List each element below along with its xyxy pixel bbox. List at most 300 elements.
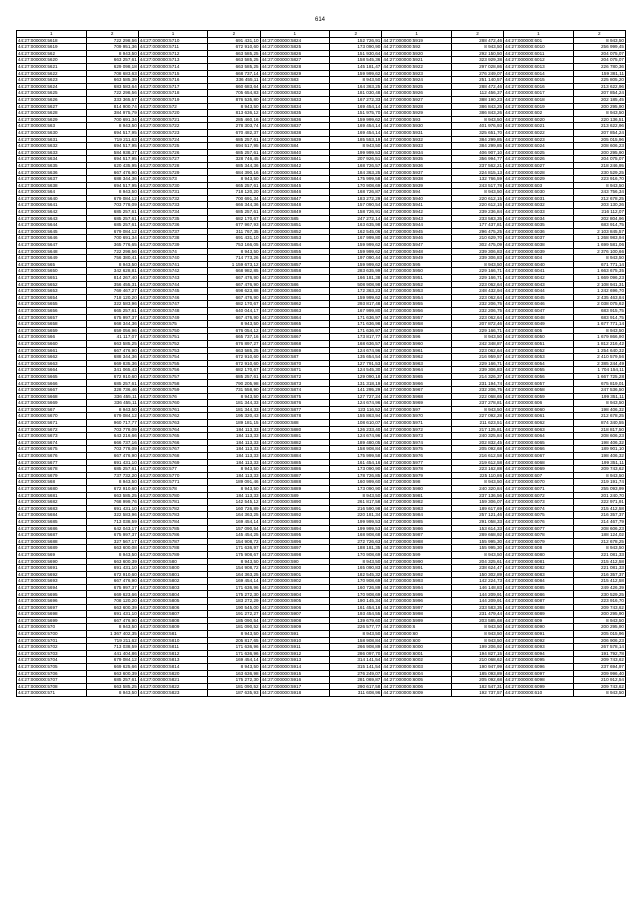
cadastral-value-cell: 642 043,17 (86, 525, 138, 532)
cadastral-number-cell: 44:27:000000:5665 (17, 373, 87, 380)
cadastral-value-cell: 144 209,91 (451, 598, 503, 605)
cadastral-number-cell: 44:27:000000:5660 (17, 340, 87, 347)
cadastral-number-cell: 44:27:000000:6028 (504, 169, 574, 176)
cadastral-value-cell: 629 098,18 (86, 63, 138, 70)
cadastral-number-cell: 44:27:000000:6042 (504, 274, 574, 281)
cadastral-value-cell: 112 456,37 (451, 90, 503, 97)
cadastral-value-cell: 124 545,30 (330, 367, 382, 374)
cadastral-value-cell: 171 636,97 (208, 545, 260, 552)
cadastral-number-cell: 44:27:000000:5643 (17, 215, 87, 222)
cadastral-value-cell: 182 545,32 (330, 571, 382, 578)
cadastral-number-cell: 44:27:000000:5908 (260, 617, 330, 624)
cadastral-number-cell: 44:27:000000:5957 (382, 314, 452, 321)
cadastral-number-cell: 44:27:000000:6030 (504, 189, 574, 196)
cadastral-number-cell: 44:27:000000:6061 (504, 413, 574, 420)
cadastral-value-cell: 177 437,81 (451, 222, 503, 229)
cadastral-value-cell: 166 181,38 (330, 274, 382, 281)
cadastral-number-cell: 44:27:000000:6082 (504, 565, 574, 572)
cadastral-number-cell: 44:27:000000:5936 (382, 162, 452, 169)
cadastral-number-cell: 44:27:000000:578 (138, 485, 208, 492)
cadastral-number-cell: 44:27:000000:5988 (382, 538, 452, 545)
cadastral-number-cell: 44:27:000000:5717 (138, 83, 208, 90)
cadastral-value-cell: 206 906,23 (573, 637, 625, 644)
cadastral-number-cell: 44:27:000000:5946 (382, 235, 452, 242)
cadastral-value-cell: 164 363,25 (330, 83, 382, 90)
table-row (17, 235, 626, 242)
cadastral-number-cell: 44:27:000000:5647 (17, 242, 87, 249)
cadastral-number-cell: 44:27:000000:5954 (382, 294, 452, 301)
cadastral-value-cell: 127 791,53 (330, 360, 382, 367)
cadastral-value-cell: 223 916,70 (573, 176, 625, 183)
cadastral-value-cell: 685 257,61 (208, 373, 260, 380)
cadastral-value-cell: 255 093,99 (573, 485, 625, 492)
cadastral-number-cell: 44:27:000000:5999 (382, 617, 452, 624)
cadastral-number-cell: 44:27:000000:5844 (260, 176, 330, 183)
cadastral-number-cell: 44:27:000000:5995 (382, 591, 452, 598)
cadastral-value-cell: 356 994,77 (451, 156, 503, 163)
cadastral-number-cell: 44:27:000000:5975 (382, 446, 452, 453)
cadastral-number-cell: 44:27:000000:5866 (260, 327, 330, 334)
cadastral-number-cell: 44:27:000000:5802 (138, 578, 208, 585)
cadastral-value-cell: 216 357,37 (573, 512, 625, 519)
table-row (17, 578, 626, 585)
cadastral-value-cell: 685 257,61 (208, 209, 260, 216)
cadastral-number-cell: 44:27:000000:6051 (504, 340, 574, 347)
cadastral-value-cell: 153 614,33 (451, 525, 503, 532)
cadastral-value-cell: 8 943,50 (330, 143, 382, 150)
cadastral-number-cell: 44:27:000000:5723 (138, 129, 208, 136)
cadastral-value-cell: 212 678,25 (573, 195, 625, 202)
cadastral-value-cell: 181 344,33 (208, 400, 260, 407)
cadastral-value-cell: 172 363,23 (330, 288, 382, 295)
cadastral-value-cell: 171 636,98 (330, 321, 382, 328)
cadastral-value-cell: 311 608,96 (330, 690, 382, 697)
cadastral-number-cell: 44:27:000000:575 (138, 321, 208, 328)
cadastral-number-cell: 44:27:000000:586 (260, 281, 330, 288)
cadastral-value-cell: 874 340,55 (573, 420, 625, 427)
cadastral-value-cell: 168 636,57 (330, 340, 382, 347)
cadastral-value-cell: 667 476,90 (208, 274, 260, 281)
cadastral-number-cell: 44:27:000000:596 (382, 334, 452, 341)
cadastral-value-cell: 158 908,84 (330, 637, 382, 644)
cadastral-number-cell: 44:27:000000:5871 (260, 367, 330, 374)
cadastral-value-cell: 672 910,60 (86, 485, 138, 492)
table-row (17, 222, 626, 229)
cadastral-value-cell: 247 272,14 (330, 215, 382, 222)
cadastral-value-cell: 737 732,20 (86, 472, 138, 479)
cadastral-value-cell: 160 999,60 (330, 479, 382, 486)
cadastral-number-cell: 44:27:000000:6021 (504, 123, 574, 130)
table-row (17, 209, 626, 216)
cadastral-number-cell: 44:27:000000:5780 (138, 492, 208, 499)
cadastral-number-cell: 44:27:000000:6045 (504, 294, 574, 301)
cadastral-number-cell: 44:27:000000:5812 (138, 650, 208, 657)
cadastral-number-cell: 44:27:000000:5759 (138, 387, 208, 394)
cadastral-value-cell: 325 651,70 (451, 129, 503, 136)
cadastral-value-cell: 222 971,91 (573, 499, 625, 506)
cadastral-number-cell: 44:27:000000:5766 (138, 439, 208, 446)
cadastral-number-cell: 44:27:000000:5743 (138, 274, 208, 281)
cadastral-value-cell: 189 091,46 (208, 479, 260, 486)
cadastral-number-cell: 44:27:000000:5677 (17, 459, 87, 466)
cadastral-number-cell: 44:27:000000:5627 (17, 103, 87, 110)
cadastral-value-cell: 168 908,68 (330, 532, 382, 539)
table-row (17, 617, 626, 624)
cadastral-number-cell: 44:27:000000:5933 (382, 143, 452, 150)
cadastral-value-cell: 185 093,89 (451, 670, 503, 677)
cadastral-number-cell: 44:27:000000:5635 (17, 162, 87, 169)
cadastral-value-cell: 210 629,70 (451, 235, 503, 242)
cadastral-value-cell: 150 302,89 (451, 571, 503, 578)
cadastral-value-cell: 224 815,13 (451, 169, 503, 176)
table-row (17, 347, 626, 354)
cadastral-number-cell: 44:27:000000:5687 (17, 532, 87, 539)
cadastral-value-cell: 8 943,50 (573, 617, 625, 624)
cadastral-value-cell: 315 141,54 (330, 664, 382, 671)
cadastral-number-cell: 44:27:000000:5700 (17, 631, 87, 638)
cadastral-value-cell: 205 817,65 (208, 637, 260, 644)
cadastral-value-cell: 167 999,80 (330, 235, 382, 242)
cadastral-value-cell: 663 585,25 (86, 492, 138, 499)
cadastral-value-cell: 183 272,29 (330, 195, 382, 202)
cadastral-number-cell: 44:27:000000:5673 (17, 433, 87, 440)
table-row (17, 274, 626, 281)
cadastral-number-cell: 44:27:000000:5843 (260, 169, 330, 176)
cadastral-number-cell: 44:27:000000:5956 (382, 307, 452, 314)
cadastral-value-cell: 296 475,25 (451, 228, 503, 235)
cadastral-value-cell: 665 737,16 (208, 334, 260, 341)
cadastral-number-cell: 44:27:000000:5760 (138, 400, 208, 407)
cadastral-value-cell: 193 454,55 (330, 611, 382, 618)
header-row (17, 31, 626, 38)
table-row (17, 499, 626, 506)
cadastral-value-cell: 216 112,07 (573, 209, 625, 216)
cadastral-value-cell: 190 947,99 (451, 664, 503, 671)
column-header: 1 (260, 31, 330, 38)
cadastral-value-cell: 132 766,59 (451, 176, 503, 183)
cadastral-value-cell: 242 348,87 (451, 340, 503, 347)
cadastral-number-cell: 44:27:000000:5927 (382, 96, 452, 103)
cadastral-value-cell: 155 995,30 (451, 545, 503, 552)
cadastral-number-cell: 44:27:000000:5894 (260, 525, 330, 532)
cadastral-number-cell: 44:27:000000:5987 (382, 532, 452, 539)
cadastral-value-cell: 691 431,10 (208, 235, 260, 242)
cadastral-number-cell: 44:27:000000:5931 (382, 129, 452, 136)
cadastral-number-cell: 44:27:000000:5667 (17, 387, 87, 394)
cadastral-value-cell: 663 600,08 (86, 545, 138, 552)
cadastral-value-cell: 709 951,36 (86, 44, 138, 51)
cadastral-number-cell: 44:27:000000:5724 (138, 136, 208, 143)
cadastral-number-cell: 44:27:000000:5663 (17, 360, 87, 367)
cadastral-number-cell: 44:27:000000:5669 (17, 400, 87, 407)
cadastral-number-cell: 44:27:000000:5638 (17, 182, 87, 189)
cadastral-value-cell: 239 236,84 (451, 209, 503, 216)
cadastral-value-cell: 289 668,92 (451, 532, 503, 539)
cadastral-number-cell: 44:27:000000:589 (260, 492, 330, 499)
cadastral-number-cell: 44:27:000000:6015 (504, 77, 574, 84)
cadastral-number-cell: 44:27:000000:5750 (138, 327, 208, 334)
cadastral-value-cell: 213 622,96 (573, 83, 625, 90)
cadastral-number-cell: 44:27:000000:6057 (504, 380, 574, 387)
cadastral-value-cell: 8 943,50 (451, 116, 503, 123)
cadastral-value-cell: 158 545,36 (330, 57, 382, 64)
column-header: 2 (330, 31, 382, 38)
cadastral-number-cell: 44:27:000000:5831 (260, 83, 330, 90)
cadastral-value-cell: 722 298,56 (86, 248, 138, 255)
cadastral-value-cell: 683 914,75 (573, 314, 625, 321)
cadastral-number-cell: 44:27:000000:6083 (504, 571, 574, 578)
cadastral-number-cell: 44:27:000000:6037 (504, 235, 574, 242)
cadastral-number-cell: 44:27:000000:5782 (138, 505, 208, 512)
cadastral-number-cell: 44:27:000000:5661 (17, 347, 87, 354)
cadastral-number-cell: 44:27:000000:5748 (138, 307, 208, 314)
cadastral-value-cell: 677 967,93 (208, 222, 260, 229)
cadastral-value-cell: 8 943,50 (451, 406, 503, 413)
cadastral-value-cell: 203 130,26 (573, 202, 625, 209)
cadastral-number-cell: 44:27:000000:6076 (504, 518, 574, 525)
cadastral-number-cell: 44:27:000000:5960 (382, 340, 452, 347)
table-row (17, 690, 626, 697)
cadastral-value-cell: 184 113,33 (208, 433, 260, 440)
cadastral-number-cell: 44:27:000000:6069 (504, 466, 574, 473)
cadastral-number-cell: 44:27:000000:5974 (382, 439, 452, 446)
cadastral-number-cell: 44:27:000000:6019 (504, 103, 574, 110)
table-row (17, 604, 626, 611)
cadastral-number-cell: 44:27:000000:6088 (504, 604, 574, 611)
cadastral-number-cell: 44:27:000000:5767 (138, 446, 208, 453)
cadastral-value-cell: 155 863,94 (330, 413, 382, 420)
table-row (17, 143, 626, 150)
cadastral-number-cell: 44:27:000000:5827 (260, 57, 330, 64)
cadastral-value-cell: 158 726,91 (330, 209, 382, 216)
cadastral-number-cell: 44:27:000000:5855 (260, 248, 330, 255)
cadastral-value-cell: 184 113,33 (208, 446, 260, 453)
table-row (17, 532, 626, 539)
cadastral-value-cell: 813 636,12 (208, 110, 260, 117)
cadastral-number-cell: 44:27:000000:5765 (138, 433, 208, 440)
cadastral-number-cell: 44:27:000000:5900 (260, 565, 330, 572)
cadastral-value-cell: 212 678,25 (573, 538, 625, 545)
cadastral-number-cell: 44:27:000000:5715 (138, 70, 208, 77)
cadastral-number-cell: 44:27:000000:588 (260, 420, 330, 427)
cadastral-number-cell: 44:27:000000:5680 (17, 485, 87, 492)
cadastral-value-cell: 173 090,90 (330, 44, 382, 51)
cadastral-number-cell: 44:27:000000:5854 (260, 242, 330, 249)
cadastral-value-cell: 679 084,12 (86, 657, 138, 664)
cadastral-value-cell: 204 075,07 (573, 50, 625, 57)
cadastral-value-cell: 683 583,64 (86, 83, 138, 90)
cadastral-value-cell: 281 069,87 (330, 677, 382, 684)
cadastral-value-cell: 272 726,63 (330, 538, 382, 545)
cadastral-value-cell: 278 303,74 (208, 123, 260, 130)
cadastral-value-cell: 8 943,50 (451, 261, 503, 268)
cadastral-number-cell: 44:27:000000:5768 (138, 453, 208, 460)
cadastral-value-cell: 171 636,96 (208, 650, 260, 657)
cadastral-value-cell: 208 606,23 (573, 143, 625, 150)
table-row (17, 611, 626, 618)
cadastral-number-cell: 44:27:000000:5863 (260, 307, 330, 314)
cadastral-value-cell: 237 694,97 (573, 664, 625, 671)
cadastral-value-cell: 8 943,50 (451, 637, 503, 644)
cadastral-number-cell: 44:27:000000:5857 (260, 261, 330, 268)
cadastral-value-cell: 685 257,61 (208, 136, 260, 143)
table-row (17, 129, 626, 136)
cadastral-number-cell: 44:27:000000:5622 (17, 70, 87, 77)
cadastral-value-cell: 700 691,34 (86, 116, 138, 123)
cadastral-number-cell: 44:27:000000:5738 (138, 235, 208, 242)
cadastral-value-cell: 175 999,58 (330, 176, 382, 183)
cadastral-number-cell: 44:27:000000:5712 (138, 50, 208, 57)
table-row (17, 584, 626, 591)
cadastral-value-cell: 8 943,50 (451, 44, 503, 51)
cadastral-value-cell: 679 084,12 (86, 228, 138, 235)
cadastral-number-cell: 44:27:000000:5851 (260, 222, 330, 229)
cadastral-number-cell: 44:27:000000:5699 (17, 617, 87, 624)
cadastral-number-cell: 44:27:000000:5719 (138, 96, 208, 103)
cadastral-value-cell: 216 590,98 (330, 505, 382, 512)
cadastral-value-cell: 203 585,68 (451, 617, 503, 624)
cadastral-value-cell: 191 272,27 (208, 611, 260, 618)
cadastral-number-cell: 44:27:000000:6025 (504, 149, 574, 156)
cadastral-number-cell: 44:27:000000:5716 (138, 77, 208, 84)
cadastral-number-cell: 44:27:000000:606 (504, 400, 574, 407)
cadastral-number-cell: 44:27:000000:5769 (138, 459, 208, 466)
cadastral-value-cell: 700 691,34 (208, 195, 260, 202)
cadastral-number-cell: 44:27:000000:5934 (382, 149, 452, 156)
cadastral-value-cell: 202 185,45 (573, 96, 625, 103)
table-row (17, 57, 626, 64)
cadastral-number-cell: 44:27:000000:5986 (382, 525, 452, 532)
cadastral-number-cell: 44:27:000000:5733 (138, 202, 208, 209)
cadastral-value-cell: 198 406,32 (573, 439, 625, 446)
cadastral-value-cell: 189 181,15 (208, 420, 260, 427)
cadastral-number-cell: 44:27:000000:5826 (260, 50, 330, 57)
cadastral-number-cell: 44:27:000000:5938 (382, 176, 452, 183)
cadastral-number-cell: 44:27:000000:5655 (17, 301, 87, 308)
cadastral-number-cell: 44:27:000000:5668 (17, 393, 87, 400)
cadastral-number-cell: 44:27:000000:5842 (260, 162, 330, 169)
column-header: 2 (86, 31, 138, 38)
cadastral-number-cell: 44:27:000000:5809 (138, 624, 208, 631)
cadastral-number-cell: 44:27:000000:5869 (260, 347, 330, 354)
cadastral-value-cell: 388 190,23 (451, 96, 503, 103)
cadastral-number-cell: 44:27:000000:6043 (504, 281, 574, 288)
cadastral-value-cell: 2 038 075,62 (573, 301, 625, 308)
cadastral-number-cell: 44:27:000000:5916 (260, 677, 330, 684)
cadastral-value-cell: 195 320,43 (208, 413, 260, 420)
cadastral-value-cell: 672 910,60 (86, 571, 138, 578)
cadastral-number-cell: 44:27:000000:5864 (260, 314, 330, 321)
cadastral-number-cell: 44:27:000000:5683 (17, 505, 87, 512)
cadastral-number-cell: 44:27:000000:5967 (382, 387, 452, 394)
cadastral-number-cell: 44:27:000000:5745 (138, 288, 208, 295)
cadastral-value-cell: 223 062,64 (451, 281, 503, 288)
cadastral-number-cell: 44:27:000000:6075 (504, 512, 574, 519)
cadastral-number-cell: 44:27:000000:5804 (138, 591, 208, 598)
column-header: 1 (17, 31, 87, 38)
table-row (17, 644, 626, 651)
cadastral-value-cell: 356 455,31 (86, 281, 138, 288)
cadastral-number-cell: 44:27:000000:602 (504, 110, 574, 117)
cadastral-value-cell: 700 691,34 (86, 235, 138, 242)
cadastral-value-cell: 668 737,14 (208, 70, 260, 77)
cadastral-value-cell: 205 092,68 (451, 677, 503, 684)
cadastral-number-cell: 44:27:000000:563 (17, 123, 87, 130)
cadastral-number-cell: 44:27:000000:5897 (260, 545, 330, 552)
cadastral-value-cell: 199 999,53 (330, 518, 382, 525)
cadastral-value-cell: 8 943,50 (573, 37, 625, 44)
table-row (17, 433, 626, 440)
cadastral-number-cell: 44:27:000000:5996 (382, 598, 452, 605)
cadastral-value-cell: 124 674,96 (330, 400, 382, 407)
cadastral-value-cell: 209 996,40 (573, 670, 625, 677)
table-row (17, 485, 626, 492)
cadastral-value-cell: 718 120,20 (86, 294, 138, 301)
cadastral-value-cell: 167 999,80 (330, 307, 382, 314)
cadastral-number-cell: 44:27:000000:6091 (504, 631, 574, 638)
cadastral-number-cell: 44:27:000000:585 (260, 215, 330, 222)
cadastral-value-cell: 142 545,12 (208, 499, 260, 506)
cadastral-number-cell: 44:27:000000:568 (17, 479, 87, 486)
cadastral-value-cell: 665 257,61 (208, 182, 260, 189)
cadastral-number-cell: 44:27:000000:5876 (260, 400, 330, 407)
cadastral-value-cell: 184 113,33 (208, 439, 260, 446)
cadastral-value-cell: 154 908,72 (208, 565, 260, 572)
cadastral-value-cell: 703 778,09 (86, 446, 138, 453)
cadastral-value-cell: 1 242 696,70 (573, 288, 625, 295)
cadastral-value-cell: 173 090,90 (330, 485, 382, 492)
cadastral-number-cell: 44:27:000000:608 (504, 545, 574, 552)
cadastral-number-cell: 44:27:000000:6046 (504, 301, 574, 308)
cadastral-number-cell: 44:27:000000:5977 (382, 459, 452, 466)
cadastral-value-cell: 714 773,26 (208, 255, 260, 262)
cadastral-value-cell: 210 912,54 (573, 677, 625, 684)
cadastral-value-cell: 238 624,47 (451, 565, 503, 572)
cadastral-value-cell: 207 872,46 (451, 321, 503, 328)
cadastral-value-cell: 198 406,32 (573, 406, 625, 413)
cadastral-number-cell: 44:27:000000:573 (138, 176, 208, 183)
table-row (17, 624, 626, 631)
cadastral-value-cell: 158 908,84 (330, 446, 382, 453)
cadastral-number-cell: 44:27:000000:5763 (138, 420, 208, 427)
cadastral-value-cell: 685 344,36 (208, 162, 260, 169)
table-row (17, 136, 626, 143)
cadastral-value-cell: 342 628,81 (86, 268, 138, 275)
cadastral-number-cell: 44:27:000000:5718 (138, 90, 208, 97)
cadastral-value-cell: 171 636,97 (330, 314, 382, 321)
cadastral-number-cell: 44:27:000000:5923 (382, 70, 452, 77)
cadastral-value-cell: 722 298,56 (86, 90, 138, 97)
cadastral-value-cell: 667 476,90 (208, 281, 260, 288)
cadastral-value-cell: 668 982,85 (208, 268, 260, 275)
cadastral-value-cell: 208 606,23 (573, 525, 625, 532)
cadastral-value-cell: 226 577,77 (330, 624, 382, 631)
table-row (17, 156, 626, 163)
cadastral-value-cell: 221 081,33 (573, 565, 625, 572)
cadastral-number-cell: 44:27:000000:5924 (382, 77, 452, 84)
cadastral-value-cell: 288 472,46 (451, 83, 503, 90)
cadastral-number-cell: 44:27:000000:5658 (17, 321, 87, 328)
cadastral-number-cell: 44:27:000000:5653 (17, 288, 87, 295)
cadastral-number-cell: 44:27:000000:6068 (504, 459, 574, 466)
cadastral-value-cell: 223 062,64 (451, 314, 503, 321)
cadastral-value-cell: 199 351,11 (573, 393, 625, 400)
cadastral-number-cell: 44:27:000000:5870 (260, 360, 330, 367)
cadastral-value-cell: 215 412,58 (573, 505, 625, 512)
cadastral-number-cell: 44:27:000000:6050 (504, 334, 574, 341)
cadastral-value-cell: 688 344,36 (86, 354, 138, 361)
cadastral-number-cell: 44:27:000000:5726 (138, 149, 208, 156)
